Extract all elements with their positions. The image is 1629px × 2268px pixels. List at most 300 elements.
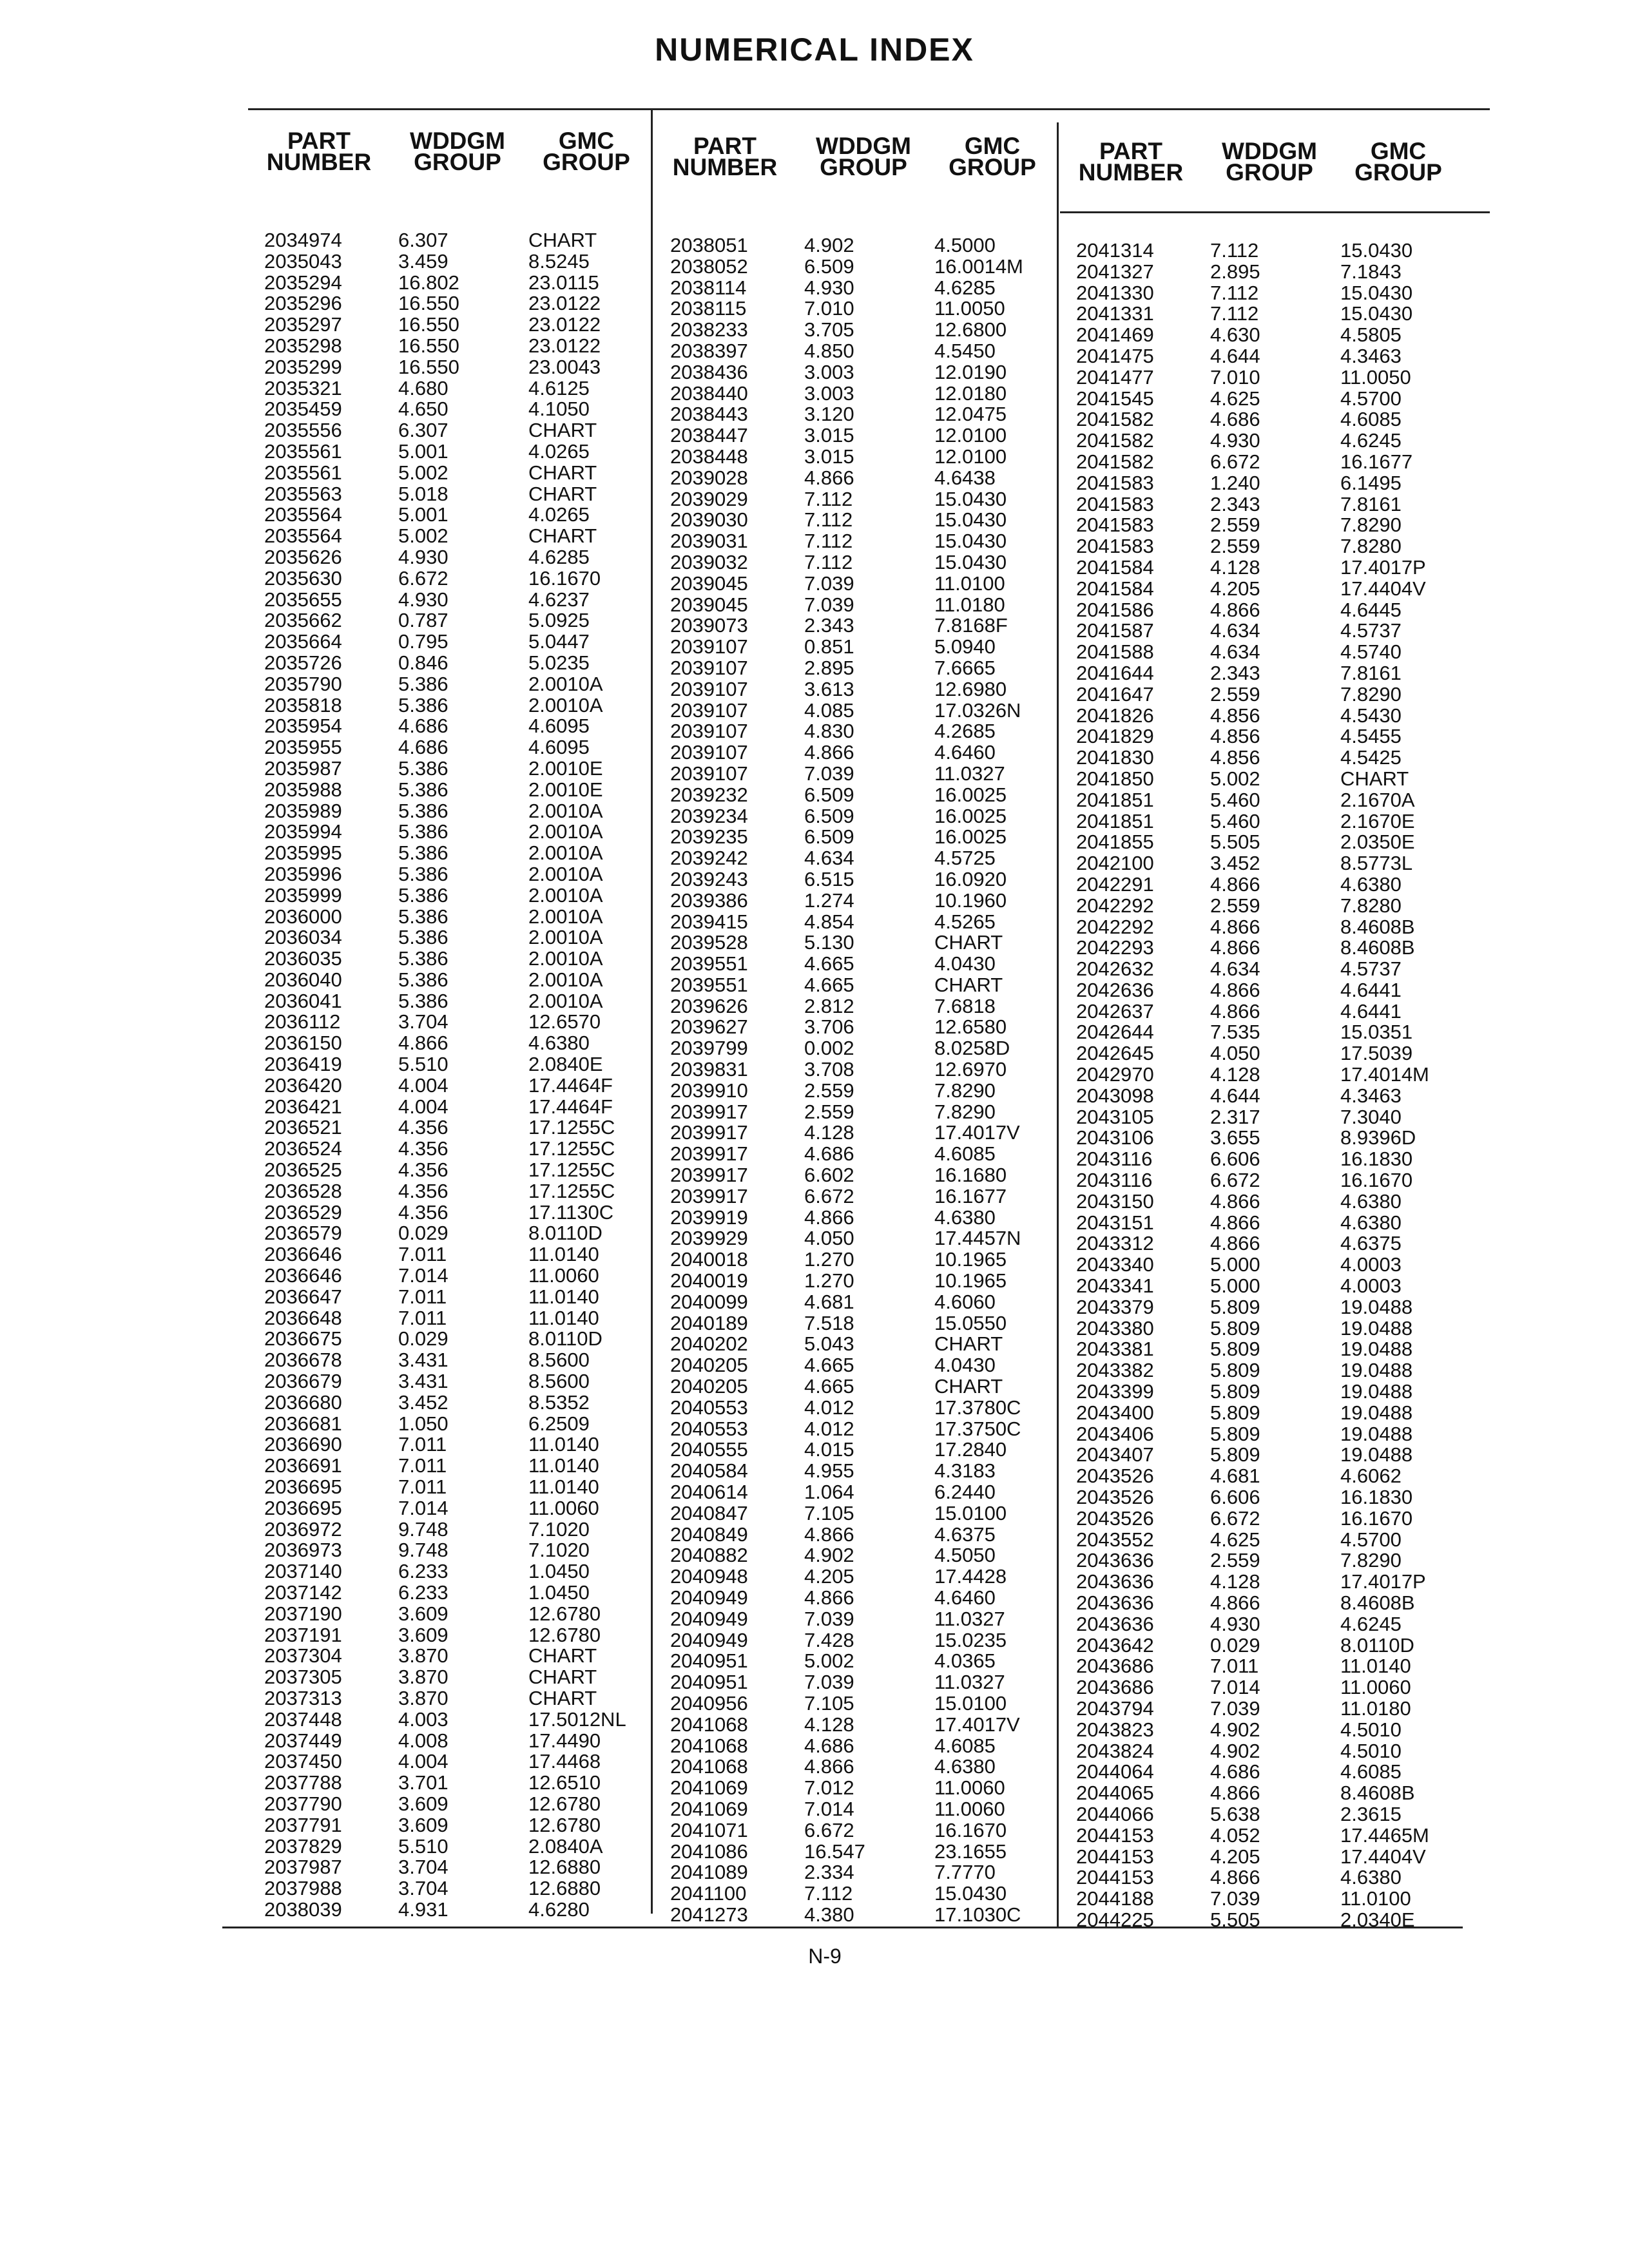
part-number: 2043636 bbox=[1076, 1570, 1154, 1593]
gmc-group: 12.6980 bbox=[934, 677, 1007, 700]
gmc-group: 2.0010A bbox=[528, 905, 603, 928]
index-row bbox=[1057, 1381, 1469, 1403]
wddgm-group: 4.866 bbox=[1210, 1211, 1260, 1234]
index-row bbox=[651, 1736, 1063, 1757]
wddgm-group: 5.386 bbox=[398, 820, 448, 843]
index-row bbox=[1057, 620, 1469, 642]
index-row bbox=[651, 1588, 1063, 1609]
wddgm-group: 3.003 bbox=[804, 360, 854, 383]
index-row bbox=[1057, 1403, 1469, 1424]
part-number: 2042292 bbox=[1076, 894, 1154, 917]
gmc-group: 4.5725 bbox=[934, 847, 996, 870]
part-number: 2040948 bbox=[670, 1565, 748, 1588]
index-row bbox=[651, 278, 1063, 299]
index-row bbox=[1057, 642, 1469, 663]
part-number: 2043407 bbox=[1076, 1443, 1154, 1466]
gmc-group: 17.1255C bbox=[528, 1179, 615, 1202]
part-number: 2038114 bbox=[670, 276, 747, 299]
wddgm-group: 5.505 bbox=[1210, 1908, 1260, 1931]
part-number: 2044153 bbox=[1076, 1823, 1154, 1847]
wddgm-group: 4.686 bbox=[804, 1142, 854, 1166]
wddgm-group: 16.550 bbox=[398, 292, 459, 315]
gmc-group: 4.6380 bbox=[1340, 1211, 1402, 1234]
index-row bbox=[1057, 409, 1469, 430]
part-number: 2035626 bbox=[264, 545, 342, 568]
part-number: 2040584 bbox=[670, 1459, 748, 1483]
index-row bbox=[1057, 790, 1469, 811]
index-row bbox=[1057, 1656, 1469, 1677]
part-number: 2039107 bbox=[670, 677, 748, 700]
part-number: 2040202 bbox=[670, 1332, 748, 1356]
index-row bbox=[1057, 1086, 1469, 1107]
index-row bbox=[245, 1857, 657, 1878]
wddgm-group: 5.809 bbox=[1210, 1359, 1260, 1382]
gmc-group: 8.9396D bbox=[1340, 1126, 1416, 1149]
gmc-group: 7.8290 bbox=[1340, 682, 1402, 706]
part-number: 2041331 bbox=[1076, 302, 1154, 325]
index-row bbox=[651, 1292, 1063, 1313]
wddgm-group: 4.681 bbox=[1210, 1465, 1260, 1488]
wddgm-group: 2.559 bbox=[1210, 894, 1260, 917]
wddgm-group: 0.851 bbox=[804, 635, 854, 658]
wddgm-group-header bbox=[390, 130, 525, 173]
index-row bbox=[651, 1207, 1063, 1229]
wddgm-group: 3.655 bbox=[1210, 1126, 1260, 1149]
part-number: 2036521 bbox=[264, 1116, 342, 1139]
wddgm-group: 0.846 bbox=[398, 651, 448, 674]
index-row bbox=[1057, 1550, 1469, 1571]
index-row bbox=[1057, 1635, 1469, 1657]
wddgm-group: 5.000 bbox=[1210, 1274, 1260, 1298]
gmc-group: 2.0010A bbox=[528, 947, 603, 970]
part-number: 2037140 bbox=[264, 1560, 342, 1583]
gmc-group: 8.5773L bbox=[1340, 852, 1413, 875]
index-row bbox=[651, 362, 1063, 383]
part-number: 2040019 bbox=[670, 1269, 748, 1293]
part-number: 2039032 bbox=[670, 550, 748, 573]
part-number: 2044225 bbox=[1076, 1908, 1154, 1931]
index-row bbox=[651, 1122, 1063, 1144]
gmc-group: 6.2440 bbox=[934, 1481, 996, 1504]
index-row bbox=[1057, 726, 1469, 747]
part-number: 2043098 bbox=[1076, 1084, 1154, 1107]
index-row bbox=[651, 827, 1063, 848]
gmc-group: CHART bbox=[528, 1644, 597, 1667]
part-number: 2042100 bbox=[1076, 852, 1154, 875]
part-number: 2035294 bbox=[264, 271, 342, 294]
wddgm-group: 4.356 bbox=[398, 1158, 448, 1182]
wddgm-group: 4.930 bbox=[398, 545, 448, 568]
index-row bbox=[1057, 747, 1469, 769]
part-number: 2043399 bbox=[1076, 1380, 1154, 1403]
part-number: 2036972 bbox=[264, 1517, 342, 1541]
index-row bbox=[1057, 1677, 1469, 1698]
index-row bbox=[1057, 1170, 1469, 1191]
part-number: 2035987 bbox=[264, 756, 342, 780]
gmc-group: 4.6380 bbox=[1340, 1189, 1402, 1213]
part-number: 2041855 bbox=[1076, 831, 1154, 854]
index-row bbox=[245, 1709, 657, 1731]
wddgm-group: 6.602 bbox=[804, 1164, 854, 1187]
wddgm-group: 4.356 bbox=[398, 1179, 448, 1202]
gmc-group: 4.6285 bbox=[934, 276, 996, 299]
gmc-group: CHART bbox=[934, 1332, 1003, 1356]
wddgm-group: 1.270 bbox=[804, 1269, 854, 1293]
part-number: 2041830 bbox=[1076, 746, 1154, 769]
wddgm-group: 16.802 bbox=[398, 271, 459, 294]
index-row bbox=[245, 1582, 657, 1604]
gmc-group: 17.4017P bbox=[1340, 555, 1426, 579]
gmc-group: 12.6780 bbox=[528, 1813, 601, 1836]
part-number: 2043686 bbox=[1076, 1676, 1154, 1699]
gmc-group: CHART bbox=[528, 524, 597, 548]
gmc-group: 8.0110D bbox=[1340, 1633, 1414, 1657]
gmc-group: 15.0430 bbox=[934, 550, 1007, 573]
part-number: 2036112 bbox=[264, 1010, 341, 1033]
wddgm-group: 4.050 bbox=[1210, 1042, 1260, 1065]
index-row bbox=[651, 573, 1063, 595]
part-number: 2036680 bbox=[264, 1390, 342, 1414]
index-row bbox=[651, 1799, 1063, 1820]
wddgm-group: 6.606 bbox=[1210, 1486, 1260, 1509]
gmc-group: 16.1677 bbox=[1340, 450, 1413, 473]
gmc-group-header-line: GROUP bbox=[949, 154, 1036, 180]
index-row bbox=[245, 1202, 657, 1224]
wddgm-group: 5.386 bbox=[398, 672, 448, 695]
wddgm-group: 2.895 bbox=[804, 656, 854, 679]
index-row bbox=[651, 595, 1063, 616]
gmc-group: 11.0180 bbox=[1340, 1696, 1411, 1720]
wddgm-group: 3.870 bbox=[398, 1686, 448, 1709]
index-row bbox=[245, 1371, 657, 1392]
wddgm-group: 2.559 bbox=[1210, 1549, 1260, 1572]
part-number: 2039232 bbox=[670, 783, 748, 806]
index-row bbox=[651, 1461, 1063, 1482]
gmc-group: 19.0488 bbox=[1340, 1295, 1413, 1318]
gmc-group: 2.0010A bbox=[528, 926, 603, 949]
part-number-header-line: PART bbox=[1099, 138, 1162, 164]
index-row bbox=[245, 1054, 657, 1075]
wddgm-group: 4.866 bbox=[804, 1755, 854, 1778]
gmc-group: 2.0010A bbox=[528, 799, 603, 822]
index-row bbox=[245, 441, 657, 463]
gmc-group: 4.6237 bbox=[528, 588, 590, 611]
gmc-group: 17.0326N bbox=[934, 698, 1021, 722]
part-number: 2038443 bbox=[670, 403, 748, 426]
wddgm-group: 7.112 bbox=[1210, 239, 1259, 262]
part-number: 2036034 bbox=[264, 926, 342, 949]
gmc-group: 23.1655 bbox=[934, 1840, 1007, 1863]
gmc-group: 4.6285 bbox=[528, 545, 590, 568]
part-number: 2040205 bbox=[670, 1354, 748, 1377]
wddgm-group: 4.866 bbox=[1210, 872, 1260, 896]
gmc-group: 4.6375 bbox=[1340, 1232, 1402, 1255]
wddgm-group: 7.012 bbox=[804, 1776, 854, 1800]
wddgm-group: 5.386 bbox=[398, 799, 448, 822]
part-number: 2035561 bbox=[264, 439, 342, 463]
gmc-group: 17.4014M bbox=[1340, 1063, 1429, 1086]
wddgm-group: 3.609 bbox=[398, 1602, 448, 1625]
index-row bbox=[1057, 980, 1469, 1001]
wddgm-group: 7.014 bbox=[398, 1264, 448, 1287]
gmc-group: 17.2840 bbox=[934, 1438, 1007, 1461]
part-number: 2039107 bbox=[670, 656, 748, 679]
wddgm-group: 3.704 bbox=[398, 1010, 448, 1033]
index-row bbox=[1057, 959, 1469, 980]
wddgm-group: 6.672 bbox=[1210, 1169, 1260, 1192]
gmc-group: 17.4490 bbox=[528, 1729, 601, 1752]
gmc-group: 4.6060 bbox=[934, 1290, 996, 1313]
wddgm-group: 4.625 bbox=[1210, 387, 1260, 410]
gmc-group: 7.1020 bbox=[528, 1517, 590, 1541]
index-row bbox=[245, 230, 657, 251]
wddgm-group: 4.630 bbox=[1210, 323, 1260, 347]
gmc-group: 2.0010A bbox=[528, 968, 603, 991]
gmc-group: 2.0340E bbox=[1340, 1908, 1415, 1931]
part-number: 2041647 bbox=[1076, 682, 1154, 706]
wddgm-group: 4.686 bbox=[398, 715, 448, 738]
part-number: 2035298 bbox=[264, 334, 342, 357]
index-row bbox=[245, 1350, 657, 1371]
part-number: 2036691 bbox=[264, 1454, 342, 1477]
gmc-group: 4.6375 bbox=[934, 1523, 996, 1546]
gmc-group: CHART bbox=[934, 1375, 1003, 1398]
gmc-group: 10.1965 bbox=[934, 1248, 1007, 1271]
index-row bbox=[651, 1566, 1063, 1588]
gmc-group: 4.0003 bbox=[1340, 1274, 1402, 1298]
wddgm-group: 5.386 bbox=[398, 693, 448, 716]
gmc-group: 16.1670 bbox=[934, 1818, 1007, 1841]
gmc-group: 15.0430 bbox=[1340, 281, 1413, 304]
index-row bbox=[1057, 917, 1469, 938]
index-row bbox=[245, 780, 657, 801]
wddgm-group: 4.856 bbox=[1210, 746, 1260, 769]
part-number: 2037790 bbox=[264, 1792, 342, 1815]
index-row bbox=[245, 1434, 657, 1456]
part-number: 2039626 bbox=[670, 994, 748, 1017]
wddgm-group: 7.014 bbox=[398, 1496, 448, 1519]
gmc-group: 4.6245 bbox=[1340, 429, 1402, 452]
wddgm-group: 6.233 bbox=[398, 1560, 448, 1583]
part-number: 2039045 bbox=[670, 593, 748, 616]
part-number: 2041327 bbox=[1076, 260, 1154, 283]
wddgm-group: 4.902 bbox=[804, 234, 854, 256]
part-number: 2038447 bbox=[670, 424, 748, 447]
gmc-group: 2.1670E bbox=[1340, 809, 1415, 832]
gmc-group: 7.8161 bbox=[1340, 492, 1402, 515]
gmc-group: 8.4608B bbox=[1340, 1591, 1415, 1614]
gmc-group: 4.5050 bbox=[934, 1544, 996, 1567]
wddgm-group: 5.386 bbox=[398, 778, 448, 801]
gmc-group: 16.0014M bbox=[934, 255, 1023, 278]
part-number: 2042645 bbox=[1076, 1042, 1154, 1065]
gmc-group: 17.4404V bbox=[1340, 1845, 1426, 1868]
part-number: 2042637 bbox=[1076, 999, 1154, 1023]
part-number: 2041089 bbox=[670, 1861, 748, 1884]
part-number: 2042291 bbox=[1076, 872, 1154, 896]
wddgm-group: 3.452 bbox=[398, 1390, 448, 1414]
wddgm-group: 4.665 bbox=[804, 952, 854, 975]
wddgm-group: 7.039 bbox=[1210, 1887, 1260, 1910]
wddgm-group: 5.386 bbox=[398, 756, 448, 780]
wddgm-group: 4.930 bbox=[398, 588, 448, 611]
gmc-group: 2.0350E bbox=[1340, 831, 1415, 854]
gmc-group: 17.1255C bbox=[528, 1116, 615, 1139]
wddgm-group: 5.043 bbox=[804, 1332, 854, 1356]
wddgm-group: 5.001 bbox=[398, 439, 448, 463]
index-row bbox=[651, 890, 1063, 912]
part-number: 2043406 bbox=[1076, 1422, 1154, 1445]
index-row bbox=[245, 1836, 657, 1858]
wddgm-group: 2.559 bbox=[1210, 682, 1260, 706]
index-row bbox=[651, 1186, 1063, 1207]
gmc-group: 11.0060 bbox=[528, 1496, 599, 1519]
gmc-group: 19.0488 bbox=[1340, 1401, 1413, 1424]
gmc-group: 5.0447 bbox=[528, 630, 590, 653]
gmc-group: 12.0100 bbox=[934, 424, 1007, 447]
wddgm-group: 4.866 bbox=[804, 466, 854, 489]
part-number: 2038115 bbox=[670, 297, 747, 320]
index-row bbox=[651, 383, 1063, 405]
part-number: 2038051 bbox=[670, 234, 748, 256]
index-row bbox=[1057, 811, 1469, 832]
part-number: 2040956 bbox=[670, 1691, 748, 1715]
part-number: 2041330 bbox=[1076, 281, 1154, 304]
wddgm-group: 1.270 bbox=[804, 1248, 854, 1271]
index-row bbox=[651, 1756, 1063, 1778]
part-number: 2038448 bbox=[670, 445, 748, 468]
wddgm-group: 4.205 bbox=[1210, 1845, 1260, 1868]
gmc-group: 17.4017V bbox=[934, 1713, 1020, 1736]
gmc-group: 7.1843 bbox=[1340, 260, 1402, 283]
part-number: 2041851 bbox=[1076, 809, 1154, 832]
wddgm-group: 4.856 bbox=[1210, 725, 1260, 748]
part-number: 2041475 bbox=[1076, 344, 1154, 367]
index-row bbox=[245, 590, 657, 611]
wddgm-group: 4.356 bbox=[398, 1137, 448, 1160]
part-number: 2043794 bbox=[1076, 1696, 1154, 1720]
index-row bbox=[651, 764, 1063, 785]
part-number: 2039045 bbox=[670, 572, 748, 595]
index-row bbox=[651, 320, 1063, 341]
wddgm-group: 1.050 bbox=[398, 1412, 448, 1435]
part-number: 2041826 bbox=[1076, 704, 1154, 727]
index-row bbox=[245, 610, 657, 631]
wddgm-group: 1.274 bbox=[804, 889, 854, 912]
gmc-group: 15.0430 bbox=[934, 487, 1007, 510]
index-row bbox=[651, 700, 1063, 722]
gmc-group: CHART bbox=[1340, 767, 1409, 790]
index-row bbox=[245, 1181, 657, 1202]
wddgm-group: 16.550 bbox=[398, 355, 459, 378]
index-row bbox=[1057, 473, 1469, 494]
part-number: 2035999 bbox=[264, 883, 342, 907]
index-row bbox=[1057, 1128, 1469, 1149]
part-number: 2036000 bbox=[264, 905, 342, 928]
gmc-group: 16.0025 bbox=[934, 825, 1007, 849]
index-row bbox=[245, 505, 657, 526]
wddgm-group: 5.018 bbox=[398, 482, 448, 505]
index-row bbox=[1057, 1297, 1469, 1318]
wddgm-group: 2.812 bbox=[804, 994, 854, 1017]
index-row bbox=[651, 1862, 1063, 1883]
index-row bbox=[651, 679, 1063, 700]
index-row bbox=[245, 1097, 657, 1118]
part-number: 2039831 bbox=[670, 1058, 748, 1081]
index-row bbox=[245, 1646, 657, 1667]
part-number: 2035662 bbox=[264, 609, 342, 632]
wddgm-group: 0.029 bbox=[398, 1327, 448, 1350]
gmc-group: 5.0925 bbox=[528, 609, 590, 632]
index-row bbox=[1057, 452, 1469, 473]
wddgm-group-header-line: GROUP bbox=[820, 154, 907, 180]
gmc-group: 4.6445 bbox=[1340, 598, 1402, 621]
index-row bbox=[1057, 1825, 1469, 1847]
part-number: 2037791 bbox=[264, 1813, 342, 1836]
part-number: 2041588 bbox=[1076, 640, 1154, 664]
index-row bbox=[1057, 1318, 1469, 1340]
part-number: 2041100 bbox=[670, 1882, 747, 1905]
index-row bbox=[1057, 1571, 1469, 1593]
index-row bbox=[1057, 1466, 1469, 1487]
wddgm-group: 4.681 bbox=[804, 1290, 854, 1313]
index-row bbox=[1057, 1064, 1469, 1086]
gmc-group: 11.0060 bbox=[1340, 1676, 1411, 1699]
gmc-group: 17.4457N bbox=[934, 1227, 1021, 1250]
wddgm-group: 4.902 bbox=[1210, 1739, 1260, 1762]
gmc-group: 15.0430 bbox=[1340, 239, 1413, 262]
index-row bbox=[651, 996, 1063, 1017]
index-row bbox=[245, 716, 657, 737]
gmc-group: 4.5425 bbox=[1340, 746, 1402, 769]
part-number: 2039073 bbox=[670, 614, 748, 637]
wddgm-group: 4.686 bbox=[1210, 1760, 1260, 1783]
index-row bbox=[245, 1244, 657, 1265]
gmc-group: 4.5450 bbox=[934, 339, 996, 362]
wddgm-group: 4.866 bbox=[1210, 936, 1260, 959]
wddgm-group: 4.866 bbox=[1210, 978, 1260, 1001]
wddgm-group: 4.866 bbox=[1210, 999, 1260, 1023]
index-row bbox=[1057, 1910, 1469, 1931]
part-number: 2035955 bbox=[264, 736, 342, 759]
wddgm-group: 5.505 bbox=[1210, 831, 1260, 854]
index-row bbox=[245, 822, 657, 843]
gmc-group: 4.3463 bbox=[1340, 344, 1402, 367]
gmc-group: 19.0488 bbox=[1340, 1422, 1413, 1445]
wddgm-group: 4.830 bbox=[804, 720, 854, 743]
gmc-group: 4.5000 bbox=[934, 234, 996, 256]
part-number: 2035296 bbox=[264, 292, 342, 315]
gmc-group: 16.1670 bbox=[528, 566, 601, 590]
gmc-group: 12.6970 bbox=[934, 1058, 1007, 1081]
gmc-group: CHART bbox=[528, 1666, 597, 1689]
index-row bbox=[245, 547, 657, 568]
wddgm-group-header-line: GROUP bbox=[414, 149, 501, 175]
index-row bbox=[651, 1271, 1063, 1292]
part-number: 2035321 bbox=[264, 376, 342, 399]
wddgm-group: 7.014 bbox=[804, 1797, 854, 1820]
wddgm-group: 5.386 bbox=[398, 926, 448, 949]
index-row bbox=[651, 912, 1063, 933]
gmc-group: 7.8280 bbox=[1340, 894, 1402, 917]
wddgm-group: 5.386 bbox=[398, 947, 448, 970]
gmc-group: 17.1130C bbox=[528, 1200, 614, 1224]
wddgm-group: 5.460 bbox=[1210, 788, 1260, 811]
part-number: 2040018 bbox=[670, 1248, 748, 1271]
gmc-group: 15.0430 bbox=[934, 530, 1007, 553]
part-number: 2043526 bbox=[1076, 1506, 1154, 1530]
index-row bbox=[651, 1609, 1063, 1630]
